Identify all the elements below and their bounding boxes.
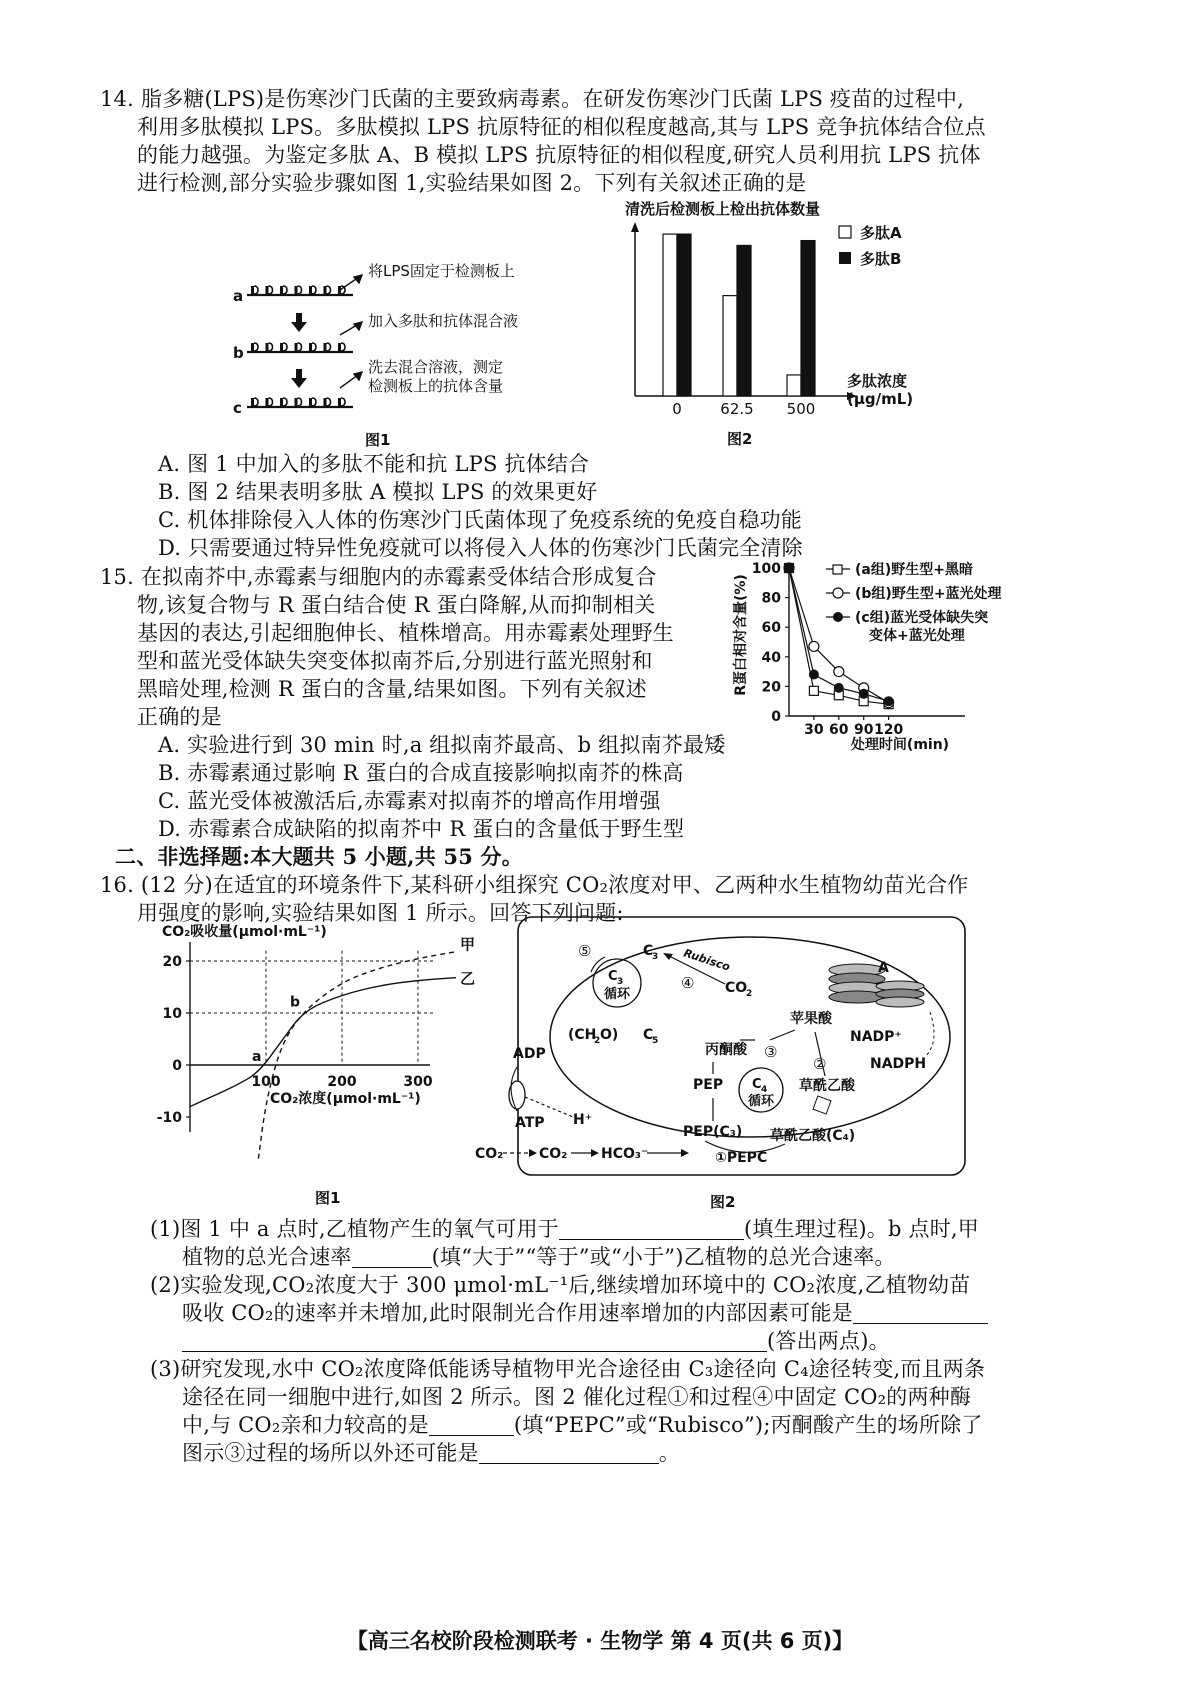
- c4cycle-c: C: [752, 1077, 762, 1092]
- num-4: ④: [681, 974, 695, 992]
- label-c5: C: [643, 1027, 654, 1043]
- down-arrow-icon: [291, 313, 307, 332]
- lps-mark: [283, 286, 287, 294]
- lps-mark: [280, 343, 283, 352]
- y-tick-label: 40: [761, 649, 781, 666]
- q15-line-6: 正确的是: [137, 705, 222, 729]
- lps-mark: [309, 343, 312, 352]
- label-co2-out: CO₂: [475, 1146, 504, 1162]
- q15-line-chart: [725, 553, 1055, 758]
- lps-mark: [266, 398, 269, 407]
- label-hco3: HCO₃⁻: [601, 1146, 649, 1162]
- label-malic: 苹果酸: [790, 1011, 832, 1027]
- lps-mark: [312, 343, 316, 351]
- q16-sub2-line3: (答出两点)。: [182, 1327, 890, 1355]
- lps-mark: [251, 286, 254, 295]
- lps-mark: [309, 398, 312, 407]
- step-2-text: 加入多肽和抗体混合液: [368, 312, 519, 330]
- lps-mark: [327, 398, 331, 406]
- point-open-circle: [834, 667, 844, 677]
- answer-blank-4[interactable]: [182, 1331, 767, 1352]
- bar-多肽B-62.5: [737, 245, 751, 396]
- label-c3: C: [643, 943, 654, 959]
- section-2-heading: 二、非选择题:本大题共 5 小题,共 55 分。: [115, 844, 523, 869]
- lps-mark: [251, 398, 254, 407]
- plate-label-a: a: [233, 287, 244, 305]
- answer-blank-2[interactable]: [352, 1247, 432, 1268]
- lps-mark: [254, 343, 258, 351]
- q16-sub3-line4: 图示③过程的场所以外还可能是 。: [182, 1441, 681, 1465]
- point-square: [809, 686, 818, 695]
- series-group: [190, 936, 475, 1159]
- c4cycle-text: 循环: [748, 1094, 775, 1109]
- series-label-甲: 甲: [460, 935, 476, 954]
- x-tick-0: 0: [672, 400, 682, 418]
- lps-mark: [312, 286, 316, 294]
- lps-mark: [269, 286, 273, 294]
- lps-mark: [324, 343, 327, 352]
- q14-option-b: B. 图 2 结果表明多肽 A 模拟 LPS 的效果更好: [158, 480, 598, 504]
- lps-mark: [341, 398, 345, 406]
- q15-line-5: 黑暗处理,检测 R 蛋白的含量,结果如图。下列有关叙述: [137, 677, 647, 701]
- q15-option-b: B. 赤霉素通过影响 R 蛋白的合成直接影响拟南芥的株高: [158, 761, 684, 785]
- q16-figure-1-chart: [140, 920, 485, 1215]
- label-pyruvate: 丙酮酸: [705, 1042, 747, 1058]
- x-axis-label: 处理时间(min): [850, 737, 950, 753]
- c3cycle-c: C: [608, 969, 618, 984]
- legend-c-1: (c组)蓝光受体缺失突: [855, 610, 989, 626]
- series-label-乙: 乙: [460, 969, 476, 988]
- lps-mark: [312, 398, 316, 406]
- label-pep-c3: PEP(C₃): [683, 1124, 743, 1140]
- lps-mark: [327, 286, 331, 294]
- label-rubisco: Rubisco: [682, 946, 732, 974]
- bar-多肽A-0: [663, 234, 677, 396]
- num-3: ③: [764, 1043, 778, 1061]
- bar-多肽B-0: [677, 234, 691, 396]
- legend-marker-open-circle: [833, 588, 843, 598]
- lps-mark: [280, 286, 283, 295]
- lps-mark: [298, 343, 302, 351]
- q14-option-c: C. 机体排除侵入人体的伤寒沙门氏菌体现了免疫系统的免疫自稳功能: [158, 508, 803, 532]
- lps-mark: [338, 343, 341, 352]
- label-ch2o: (CH: [568, 1027, 597, 1043]
- lps-mark: [254, 286, 258, 294]
- q16-sub1-line2: 植物的总光合速率 (填“大于”“等于”或“小于”)乙植物的总光合速率。: [182, 1245, 896, 1269]
- label-A: A: [878, 960, 889, 976]
- bar-多肽A-500: [787, 375, 801, 396]
- label-nadph: NADPH: [870, 1056, 927, 1072]
- point-label-a: a: [252, 1049, 262, 1065]
- label-h: H⁺: [573, 1112, 593, 1128]
- q16-sub2-line1: (2)实验发现,CO₂浓度大于 300 μmol·mL⁻¹后,继续增加环境中的 CO₂浓度,乙植物幼苗: [150, 1273, 971, 1297]
- x-ticks: [804, 716, 903, 738]
- lps-mark: [254, 398, 258, 406]
- point-filled-circle: [859, 689, 869, 699]
- step-4-text: 检测板上的抗体含量: [368, 377, 504, 395]
- chart-title: 清洗后检测板上检出抗体数量: [625, 200, 821, 218]
- label-nadp: NADP⁺: [850, 1029, 902, 1045]
- x-axis-unit: (μg/mL): [847, 390, 914, 408]
- answer-blank-1[interactable]: [559, 1219, 744, 1240]
- label-co2: CO: [725, 980, 748, 996]
- label-oaa: 草酰乙酸: [799, 1078, 855, 1094]
- lps-mark: [327, 343, 331, 351]
- y-tick-label: 100: [751, 561, 781, 577]
- q14-option-d: D. 只需要通过特异性免疫就可以将侵入人体的伤寒沙门氏菌完全清除: [158, 536, 803, 560]
- c3cycle-text: 循环: [604, 987, 631, 1002]
- legend-swatch-b: [839, 252, 851, 264]
- legend-b: (b组)野生型+蓝光处理: [855, 586, 1002, 602]
- q14-figure-1: [225, 250, 585, 465]
- c3cycle-sub: 3: [617, 977, 624, 987]
- step-1-text: 将LPS固定于检测板上: [368, 262, 515, 280]
- y-tick-label: 0: [771, 709, 781, 725]
- label-adp: ADP: [513, 1046, 546, 1062]
- lps-mark: [280, 398, 283, 407]
- lps-mark: [269, 343, 273, 351]
- x-tick-label: 300: [403, 1074, 433, 1090]
- answer-blank-3[interactable]: [853, 1303, 988, 1324]
- lps-mark: [295, 286, 298, 295]
- point-label-b: b: [290, 994, 301, 1011]
- bar-多肽B-500: [801, 241, 815, 396]
- y-tick-label: 60: [761, 620, 781, 637]
- step-3-text: 洗去混合溶液，测定: [368, 358, 504, 376]
- lps-mark: [269, 398, 273, 406]
- c4cycle-sub: 4: [761, 1085, 768, 1095]
- y-ticks: [752, 561, 789, 725]
- q14-line-1: 14. 脂多糖(LPS)是伤寒沙门氏菌的主要致病毒素。在研发伤寒沙门氏菌 LPS 疫苗的过程中,: [100, 87, 965, 111]
- label-pepc: ①PEPC: [715, 1150, 768, 1166]
- figure-1-caption: 图1: [365, 431, 391, 449]
- label-ch2o-end: O): [600, 1027, 619, 1043]
- q16-sub3-line1: (3)研究发现,水中 CO₂浓度降低能诱导植物甲光合途径由 C₃途径向 C₄途径转变,而且两条: [150, 1357, 986, 1381]
- lps-mark: [298, 286, 302, 294]
- x-tick-label: 90: [853, 722, 874, 738]
- lps-mark: [283, 343, 287, 351]
- lps-mark: [295, 343, 298, 352]
- q14-line-2: 利用多肽模拟 LPS。多肽模拟 LPS 抗原特征的相似程度越高,其与 LPS 竞争抗体结合位点: [137, 115, 986, 139]
- q16-figure-2-diagram: [475, 912, 985, 1222]
- detection-plates: [247, 286, 353, 407]
- q16-sub3-line3: 中,与 CO₂亲和力较高的是 (填“PEPC”或“Rubisco”);丙酮酸产生的场所除了: [182, 1413, 983, 1437]
- lps-mark: [341, 343, 345, 351]
- legend-marker-square: [833, 565, 842, 574]
- q16-sub2-line2: 吸收 CO₂的速率并未增加,此时限制光合作用速率增加的内部因素可能是: [182, 1299, 988, 1327]
- q15-line-2: 物,该复合物与 R 蛋白结合使 R 蛋白降解,从而抑制相关: [137, 593, 656, 617]
- label-c3-sub: 3: [652, 952, 659, 962]
- x-tick-label: 100: [251, 1074, 281, 1090]
- q14-line-3: 的能力越强。为鉴定多肽 A、B 模拟 LPS 抗原特征的相似程度,研究人员利用抗 LPS 抗体: [137, 143, 981, 167]
- point-filled-circle: [809, 670, 819, 680]
- page-footer: 【高三名校阶段检测联考 · 生物学 第 4 页(共 6 页)】: [346, 1629, 854, 1653]
- lps-mark: [266, 286, 269, 295]
- num-5: ⑤: [578, 942, 592, 960]
- plate-label-b: b: [233, 344, 244, 362]
- down-arrow-icon: [291, 369, 307, 388]
- figure-2-caption: 图2: [710, 1193, 736, 1211]
- x-tick-label: 30: [804, 722, 824, 738]
- lps-mark: [266, 343, 269, 352]
- label-pep: PEP: [693, 1077, 724, 1093]
- q15-line-4: 型和蓝光受体缺失突变体拟南芥后,分别进行蓝光照射和: [137, 649, 653, 673]
- lps-mark: [298, 398, 302, 406]
- legend-marker-filled-circle: [833, 612, 843, 622]
- x-tick-1: 62.5: [720, 400, 754, 418]
- point-filled-circle: [884, 696, 894, 706]
- y-tick-label: -10: [156, 1110, 182, 1126]
- label-ch2o-sub: 2: [594, 1036, 601, 1046]
- x-tick-label: 200: [327, 1074, 357, 1090]
- point-filled-circle: [784, 563, 794, 573]
- bar-多肽A-62.5: [723, 296, 737, 396]
- y-axis-arrow-icon: [631, 222, 639, 232]
- lps-mark: [309, 286, 312, 295]
- lps-mark: [251, 343, 254, 352]
- y-axis-label: R蛋白相对含量(%): [733, 574, 749, 696]
- q15-option-d: D. 赤霉素合成缺陷的拟南芥中 R 蛋白的含量低于野生型: [158, 817, 685, 841]
- legend-label-b: 多肽B: [860, 250, 902, 268]
- q15-option-c: C. 蓝光受体被激活后,赤霉素对拟南芥的增高作用增强: [158, 789, 661, 813]
- q14-figure-2-chart: [615, 192, 945, 452]
- q16-line-2: 用强度的影响,实验结果如图 1 所示。回答下列问题:: [137, 901, 624, 925]
- lps-mark: [283, 398, 287, 406]
- y-tick-label: 20: [162, 954, 182, 970]
- legend-a: (a组)野生型+黑暗: [855, 562, 973, 578]
- lps-mark: [338, 398, 341, 407]
- bars-group: [663, 234, 815, 396]
- point-open-circle: [809, 641, 819, 651]
- transporter-icon: [813, 1096, 831, 1114]
- y-tick-label: 20: [761, 679, 781, 696]
- y-axis-label: CO₂吸收量(μmol·mL⁻¹): [162, 924, 327, 940]
- y-tick-label: 10: [162, 1006, 182, 1022]
- lps-mark: [324, 398, 327, 407]
- q14-option-a: A. 图 1 中加入的多肽不能和抗 LPS 抗体结合: [158, 452, 590, 476]
- x-axis-label: 多肽浓度: [847, 372, 908, 390]
- q15-option-a: A. 实验进行到 30 min 时,a 组拟南芥最高、b 组拟南芥最矮: [158, 733, 726, 757]
- legend-swatch-a: [839, 226, 851, 238]
- q16-sub3-line2: 途径在同一细胞中进行,如图 2 所示。图 2 催化过程①和过程④中固定 CO₂的两种酶: [182, 1385, 972, 1409]
- q16-line-1: 16. (12 分)在适宜的环境条件下,某科研小组探究 CO₂浓度对甲、乙两种水生植物幼苗光合作: [100, 873, 969, 897]
- label-c5-sub: 5: [652, 1036, 659, 1046]
- x-tick-label: 60: [829, 722, 849, 738]
- figure-2-caption: 图2: [727, 430, 753, 448]
- x-axis-label: CO₂浓度(μmol·mL⁻¹): [270, 1091, 421, 1107]
- legend-label-a: 多肽A: [860, 224, 902, 242]
- label-oaa-c4: 草酰乙酸(C₄): [770, 1128, 856, 1144]
- label-co2-sub: 2: [746, 989, 753, 999]
- label-co2-in: CO₂: [539, 1146, 568, 1162]
- q15-line-3: 基因的表达,引起细胞伸长、植株增高。用赤霉素处理野生: [137, 621, 674, 645]
- plate-label-c: c: [233, 399, 242, 417]
- lps-mark: [295, 398, 298, 407]
- answer-blank-6[interactable]: [479, 1443, 659, 1464]
- q14-line-4: 进行检测,部分实验步骤如图 1,实验结果如图 2。下列有关叙述正确的是: [137, 171, 807, 195]
- q15-line-1: 15. 在拟南芥中,赤霉素与细胞内的赤霉素受体结合形成复合: [100, 565, 657, 589]
- curve-甲: [258, 952, 456, 1159]
- num-2: ②: [813, 1055, 827, 1073]
- q16-sub1-line1: (1)图 1 中 a 点时,乙植物产生的氧气可用于 (填生理过程)。b 点时,甲: [150, 1217, 979, 1241]
- lps-mark: [324, 286, 327, 295]
- x-tick-label: 120: [873, 722, 904, 738]
- point-filled-circle: [834, 683, 844, 693]
- label-atp: ATP: [515, 1115, 545, 1131]
- grana-stack: [829, 964, 924, 1007]
- y-tick-label: 0: [172, 1058, 182, 1074]
- figure-1-caption: 图1: [315, 1189, 341, 1207]
- x-tick-2: 500: [786, 400, 816, 418]
- lps-mark: [338, 286, 341, 295]
- answer-blank-5[interactable]: [429, 1415, 514, 1436]
- legend-c-2: 变体+蓝光处理: [869, 628, 965, 644]
- y-tick-label: 80: [761, 590, 781, 607]
